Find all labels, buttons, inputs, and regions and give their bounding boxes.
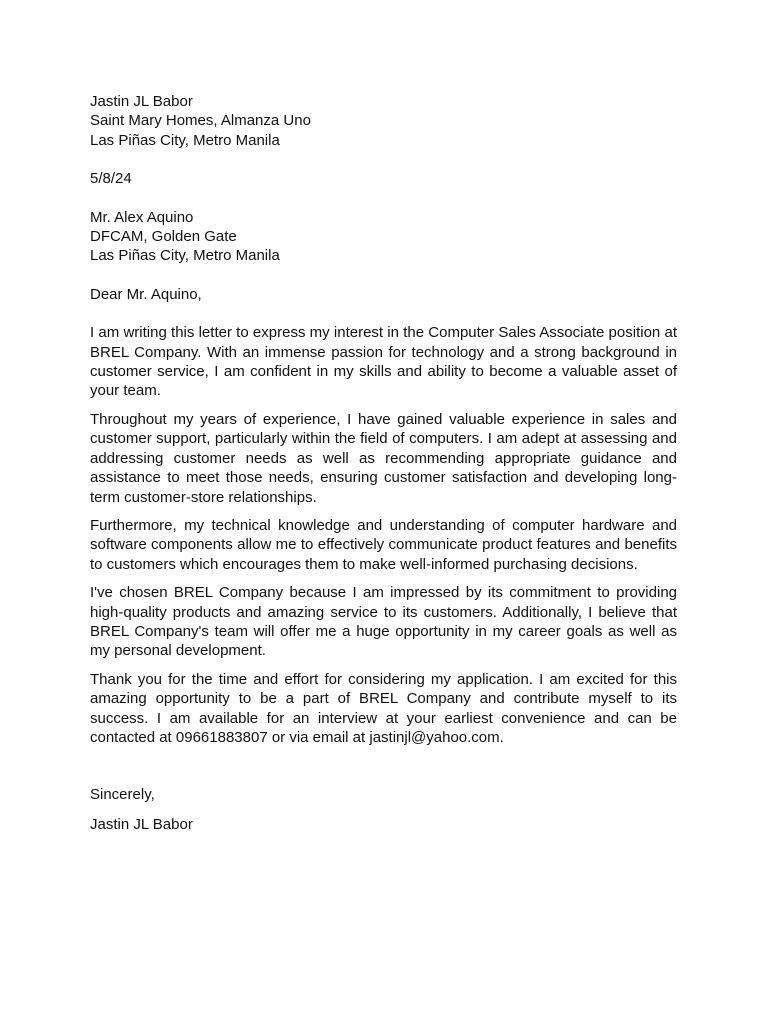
body-paragraph-4: I've chosen BREL Company because I am impressed by its commitment to providing high-quality products and amazing service to its customers. Additionally, I believe that BREL Company's team will offer me a huge opportunity in my career goals as well as my personal development. [90, 584, 677, 660]
recipient-company: DFCAM, Golden Gate [90, 228, 237, 246]
sender-block [90, 92, 677, 150]
body-paragraph-2: Throughout my years of experience, I have gained valuable experience in sales and customer support, particularly within the field of computers. I am adept at assessing and addressing customer needs as well as recommending appropriate guidance and assistance to meet those needs, ensuring customer satisfaction and developing long-term customer-store relationships. [90, 410, 677, 506]
sender-name: Jastin JL Babor [90, 93, 193, 110]
letter-page [90, 92, 677, 834]
recipient-address: Las Piñas City, Metro Manila [90, 247, 280, 265]
body-paragraph-3: Furthermore, my technical knowledge and understanding of computer hardware and software components allow me to effectively communicate product features and benefits to customers which encourages them to make well-informed purchasing decisions. [90, 516, 677, 573]
sender-address-line1: Saint Mary Homes, Almanza Uno [90, 112, 311, 130]
body-paragraph-5: Thank you for the time and effort for considering my application. I am excited for this amazing opportunity to be a part of BREL Company and contribute myself to its success. I am available for an interview at your earliest convenience and can be contacted at 09661883807 or via email at jastinjl@yahoo.com. [90, 670, 677, 746]
signature-name: Jastin JL Babor [90, 815, 193, 833]
salutation [90, 285, 677, 304]
signature [90, 815, 677, 834]
closing-text: Sincerely, [90, 786, 155, 804]
sender-address-line2: Las Piñas City, Metro Manila [90, 131, 280, 149]
body-paragraph-1: I am writing this letter to express my interest in the Computer Sales Associate position at BREL Company. With an immense passion for technology and a strong background in customer service, I am confident in my skills and ability to become a valuable asset of your team. [90, 324, 677, 400]
letter-date [90, 169, 677, 188]
salutation-text: Dear Mr. Aquino, [90, 285, 202, 303]
closing [90, 785, 677, 804]
recipient-name: Mr. Alex Aquino [90, 208, 194, 226]
recipient-block [90, 208, 677, 266]
date-text: 5/8/24 [90, 170, 132, 188]
